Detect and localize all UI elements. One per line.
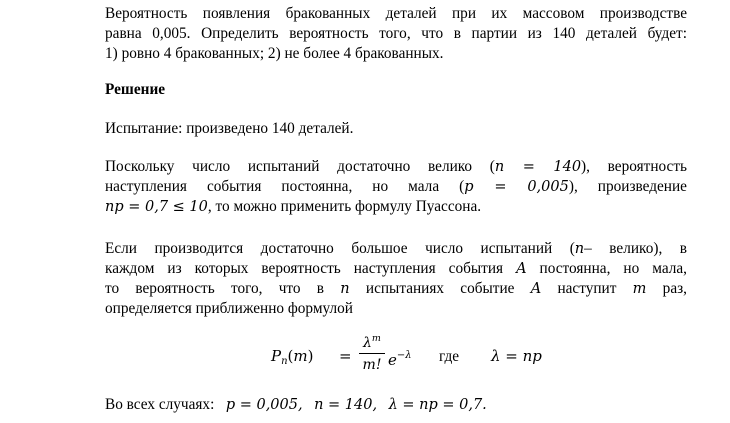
problem-statement <box>105 4 687 64</box>
reasoning-paragraph <box>105 157 687 217</box>
math-p-0005: p = 0,005 <box>464 179 569 195</box>
math-np-condition: np = 0,7 ≤ 10 <box>105 199 208 215</box>
reasoning-line-3: np = 0,7 ≤ 10, то можно применить формулу Пуассона. <box>105 198 482 215</box>
final-p-value: p = 0,005, <box>225 397 303 413</box>
math-n-140: n = 140 <box>494 159 582 175</box>
final-values-line <box>105 395 487 415</box>
final-lambda-value: λ = np = 0,7. <box>388 397 487 413</box>
math-n: n <box>574 241 585 257</box>
formula-numerator: $\lambda^m$ <box>363 333 381 351</box>
formula-denominator: m! <box>362 357 382 373</box>
cases-line-2: каждом из которых вероятность наступления события A постоянна, но мала, <box>105 260 687 277</box>
solution-heading: Решение <box>105 81 166 98</box>
trial-text: Испытание: произведено 140 деталей. <box>105 120 354 137</box>
cases-line-1: Если производится достаточно большое число испытаний (n– велико), в <box>105 240 687 257</box>
problem-line-2: равна 0,005. Определить вероятность того, что в партии из 140 деталей будет: <box>105 25 687 42</box>
formula-where-word: где <box>439 348 460 365</box>
formula-lhs: $P_n(m)$ <box>271 347 314 367</box>
final-label: Во всех случаях: <box>105 396 215 413</box>
formula-equals: = <box>339 347 352 365</box>
final-n-value: n = 140, <box>314 397 378 413</box>
problem-line-1: Вероятность появления бракованных деталей при их массовом производстве <box>105 5 687 22</box>
formula-lambda-def: λ = np <box>491 347 542 365</box>
reasoning-line-1: Поскольку число испытаний достаточно велико (n = 140), вероятность <box>105 158 687 175</box>
cases-line-4: определяется приближенно формулой <box>105 300 353 317</box>
formula-exponential: $e^{-\lambda}$ <box>388 350 412 369</box>
cases-line-3: то вероятность того, что в n испытаниях событие A наступит m раз, <box>105 280 687 297</box>
reasoning-line-2: наступления события постоянна, но мала (p = 0,005), произведение <box>105 178 687 195</box>
fraction-bar <box>359 353 385 354</box>
poisson-formula <box>271 330 611 380</box>
problem-line-3: 1) ровно 4 бракованных; 2) не более 4 бракованных. <box>105 45 444 62</box>
math-a: A <box>516 261 527 277</box>
cases-paragraph <box>105 239 687 319</box>
formula-fraction <box>359 330 385 374</box>
